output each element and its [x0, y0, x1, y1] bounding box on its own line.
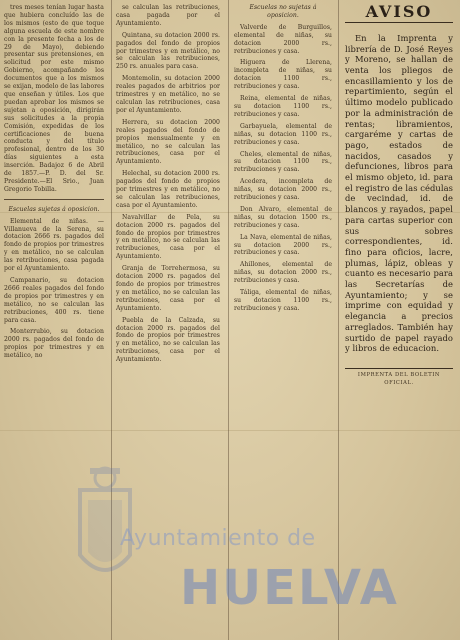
paragraph: Puebla de la Calzada, su dotacion 2000 rs. pagados del fondo de propios por trimestres y en metálico, no se calculan las retribuciones, casa por el Ayuntamiento.: [116, 316, 220, 364]
paragraph: Granja de Torrehermosa, su dotacion 2000 rs. pagados del fondo de propios por trimestres y en metálico, no se calculan las retribuciones, casa por el Ayuntamiento.: [116, 265, 220, 312]
paragraph: Reina, elemental de niñas, su dotacion 1100 rs., retribuciones y casa.: [234, 95, 332, 118]
paragraph: Táliga, elemental de niñas, su dotacion 1100 rs., retribuciones y casa.: [234, 289, 332, 312]
paragraph: Montemolin, su dotacion 2000 reales pagados de arbitrios por trimestres y en metálico, no se calculan las retribuciones, casa por el Ayuntamiento.: [116, 75, 220, 114]
paragraph: Ahillones, elemental de niñas, su dotacion 2000 rs., retribuciones y casa.: [234, 261, 332, 285]
aviso-column: [345, 2, 453, 388]
column-divider: [111, 0, 112, 640]
paragraph: se calculan las retribuciones, casa pagada por el Ayuntamiento.: [116, 4, 220, 27]
paragraph: Garbayuela, elemental de niñas, su dotacion 1100 rs., retribuciones y casa.: [234, 122, 332, 146]
section-heading: Escuelas sujetas á oposicion.: [8, 205, 100, 213]
paragraph: tres meses tenían lugar hasta que hubiera concluído las de los mismos (esto de que toque alguna escuela de este nombre con la presente fecha a los de 29 de Mayo), debiendo presentar sus pretensiones, en solicitud por este mismo Gobierno, acompañando los documentos que a los mismos se exijan, modelo de las labores que enseñan y útiles. Los que puedan aprobar los mismos se sujetan a oposición, dirigirán sus solicitudes a la propia Comisión, expedidas de los certificaciones de buena conducta y del título profesional, dentro de los 30 días siguientes a esta inserción. Badajoz 6 de Abril de 1857.—P. D. del Sr. Presidente.—El Srio., Juan Gregorio Tobilla.: [4, 4, 104, 193]
paragraph: Don Alvaro, elemental de niñas, su dotacion 1500 rs., retribuciones y casa.: [234, 205, 332, 229]
paragraph: Quintana, su dotacion 2000 rs. pagados del fondo de propios por trimestres y en metálico, no se calculan las retribuciones, 250 rs. anuales para casa.: [116, 31, 220, 71]
column-1: [4, 4, 104, 364]
paragraph: Navalvillar de Pela, su dotacion 2000 rs. pagados del fondo de propios por trimestres y en metálico, no se calculan las retribuciones, casa por el Ayuntamiento.: [116, 213, 220, 261]
paragraph: Campanario, su dotacion 2666 reales pagados del fondo de propios por trimestres y en metálico, no se calculan las retribuciones, 400 rs. tiene para casa.: [4, 277, 104, 324]
paragraph: Acedera, incompleta de niñas, su dotacion 2000 rs., retribuciones y casa.: [234, 178, 332, 202]
paragraph: Higuera de Llerena, incompleta de niñas, su dotacion 1100 rs., retribuciones y casa.: [234, 59, 332, 91]
paragraph: Cheles, elemental de niñas, su dotacion 1100 rs., retribuciones y casa.: [234, 150, 332, 174]
column-divider: [338, 0, 339, 640]
watermark-logo: HUELVA: [180, 560, 399, 616]
column-2: [116, 4, 220, 368]
paragraph: Helechal, su dotacion 2000 rs. pagados del fondo de propios por trimestres y en metálico, no se calculan las retribuciones, casa por el Ayuntamiento.: [116, 170, 220, 209]
aviso-body: [345, 33, 453, 354]
section-heading: Escuelas no sujetas á oposicion.: [249, 4, 317, 19]
watermark-text: Ayuntamiento de: [120, 526, 316, 551]
paragraph: La Nava, elemental de niñas, su dotacion 2000 rs., retribuciones y casa.: [234, 233, 332, 257]
imprenta-footer: IMPRENTA DEL BOLETIN OFICIAL.: [345, 368, 453, 388]
paragraph: Elemental de niñas. — Villanueva de la Serena, su dotacion 2666 rs. pagados del fondo de propios por trimestres y en metálico, no se calculan las retribuciones, casa pagada por el Ayuntamiento.: [4, 217, 104, 273]
divider: [345, 22, 453, 23]
divider: [4, 199, 104, 200]
paragraph: Herrera, su dotacion 2000 reales pagados del fondo de propios mensualmente y en metálico, no se calculan las retribuciones, casa por el Ayuntamiento.: [116, 118, 220, 166]
aviso-title: AVISO: [365, 2, 433, 21]
paragraph: Monterrubio, su dotacion 2000 rs. pagados del fondo de propios por trimestres y en metálico, no: [4, 328, 104, 360]
column-3: [234, 4, 332, 317]
paragraph: En la Imprenta y librería de D. José Reyes y Moreno, se hallan de venta los pliegos de encasillamiento y los de repartimiento, según el último modelo publicado por la administración de rentas; libramientos, cargaréme y cartas de pago, estados de nacidos, casados y defunciones, libros para el mismo objeto, id. para el registro de las cédulas de vecindad, id. de blancos y rayados, papel para cartas superior con sus sobres correspondientes, id. fino para oficios, lacre, plumas, lápiz, obleas y cuanto es necesario para las Secretarías de Ayuntamiento; y se imprime con equidad y elegancia a precios arreglados. También hay surtido de papel rayado y libros de educacion.: [345, 32, 453, 354]
fold-line: [0, 430, 460, 431]
paragraph: Valverde de Burguillos, elemental de niñas, su dotacion 2000 rs., retribuciones y casa.: [234, 23, 332, 55]
